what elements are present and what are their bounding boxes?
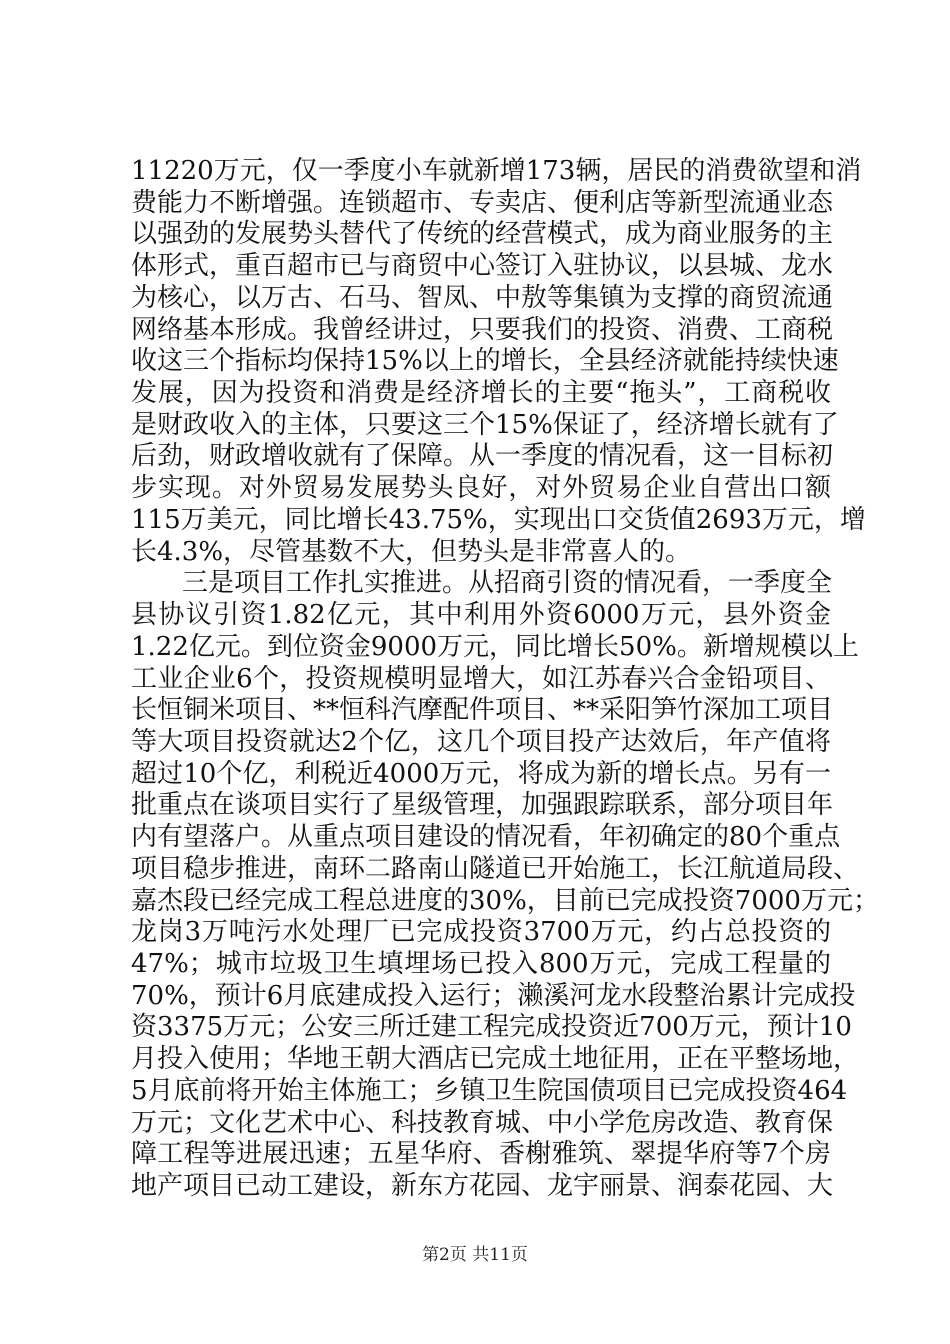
- text-line: 115万美元，同比增长43.75%，实现出口交货值2693万元，增: [131, 505, 866, 535]
- text-line: 嘉杰段已经完成工程总进度的30%，目前已完成投资7000万元；: [131, 886, 879, 916]
- text-line: 内有望落户。从重点项目建设的情况看，年初确定的80个重点: [131, 822, 841, 852]
- text-line: 费能力不断增强。连锁超市、专卖店、便利店等新型流通业态: [131, 188, 834, 218]
- text-line: 地产项目已动工建设，新东方花园、龙宇丽景、润泰花园、大: [131, 1171, 834, 1201]
- text-line: 等大项目投资就达2个亿，这几个项目投产达效后，年产值将: [131, 727, 831, 757]
- text-line: 后劲，财政增收就有了保障。从一季度的情况看，这一目标初: [131, 441, 834, 471]
- page-number-footer: 第2页 共11页: [422, 1245, 528, 1265]
- text-line: 障工程等进展迅速；五星华府、香榭雅筑、翠提华府等7个房: [131, 1139, 831, 1169]
- text-line: 是财政收入的主体，只要这三个15%保证了，经济增长就有了: [131, 410, 839, 440]
- text-line: 工业企业6个，投资规模明显增大，如江苏春兴合金铅项目、: [131, 664, 831, 694]
- text-line: 收这三个指标均保持15%以上的增长，全县经济就能持续快速: [131, 346, 839, 376]
- text-line: 超过10个亿，利税近4000万元，将成为新的增长点。另有一: [131, 759, 831, 789]
- text-line: 47%；城市垃圾卫生填埋场已投入800万元，完成工程量的: [131, 949, 831, 979]
- text-line: 月投入使用；华地王朝大酒店已完成土地征用，正在平整场地，: [131, 1044, 860, 1074]
- text-line: 为核心，以万古、石马、智凤、中敖等集镇为支撑的商贸流通: [131, 283, 834, 313]
- text-line: 县协议引资1.82亿元，其中利用外资6000万元，县外资金: [131, 600, 831, 630]
- text-line: 步实现。对外贸易发展势头良好，对外贸易企业自营出口额: [131, 473, 831, 503]
- paragraph-first-line: 三是项目工作扎实推进。从招商引资的情况看，一季度全: [182, 568, 833, 598]
- text-line: 体形式，重百超市已与商贸中心签订入驻协议，以县城、龙水: [131, 251, 834, 281]
- text-line: 1.22亿元。到位资金9000万元，同比增长50%。新增规模以上: [131, 632, 859, 662]
- text-line: 资3375万元；公安三所迁建工程完成投资近700万元，预计10: [131, 1012, 852, 1042]
- text-line: 70%，预计6月底建成投入运行；濑溪河龙水段整治累计完成投: [131, 981, 856, 1011]
- text-line: 项目稳步推进，南环二路南山隧道已开始施工，长江航道局段、: [131, 854, 860, 884]
- text-line: 长4.3%，尽管基数不大，但势头是非常喜人的。: [131, 537, 692, 567]
- text-line: 网络基本形成。我曾经讲过，只要我们的投资、消费、工商税: [131, 315, 834, 345]
- text-line: 万元；文化艺术中心、科技教育城、中小学危房改造、教育保: [131, 1108, 834, 1138]
- text-line: 龙岗3万吨污水处理厂已完成投资3700万元，约占总投资的: [131, 917, 831, 947]
- text-line: 11220万元，仅一季度小车就新增173辆，居民的消费欲望和消: [131, 156, 862, 186]
- text-line: 以强劲的发展势头替代了传统的经营模式，成为商业服务的主: [131, 219, 834, 249]
- text-line: 5月底前将开始主体施工；乡镇卫生院国债项目已完成投资464: [131, 1076, 848, 1106]
- text-line: 批重点在谈项目实行了星级管理，加强跟踪联系，部分项目年: [131, 790, 834, 820]
- text-line: 发展，因为投资和消费是经济增长的主要“拖头”，工商税收: [131, 378, 831, 408]
- text-line: 长恒铜米项目、**恒科汽摩配件项目、**采阳笋竹深加工项目: [131, 695, 834, 725]
